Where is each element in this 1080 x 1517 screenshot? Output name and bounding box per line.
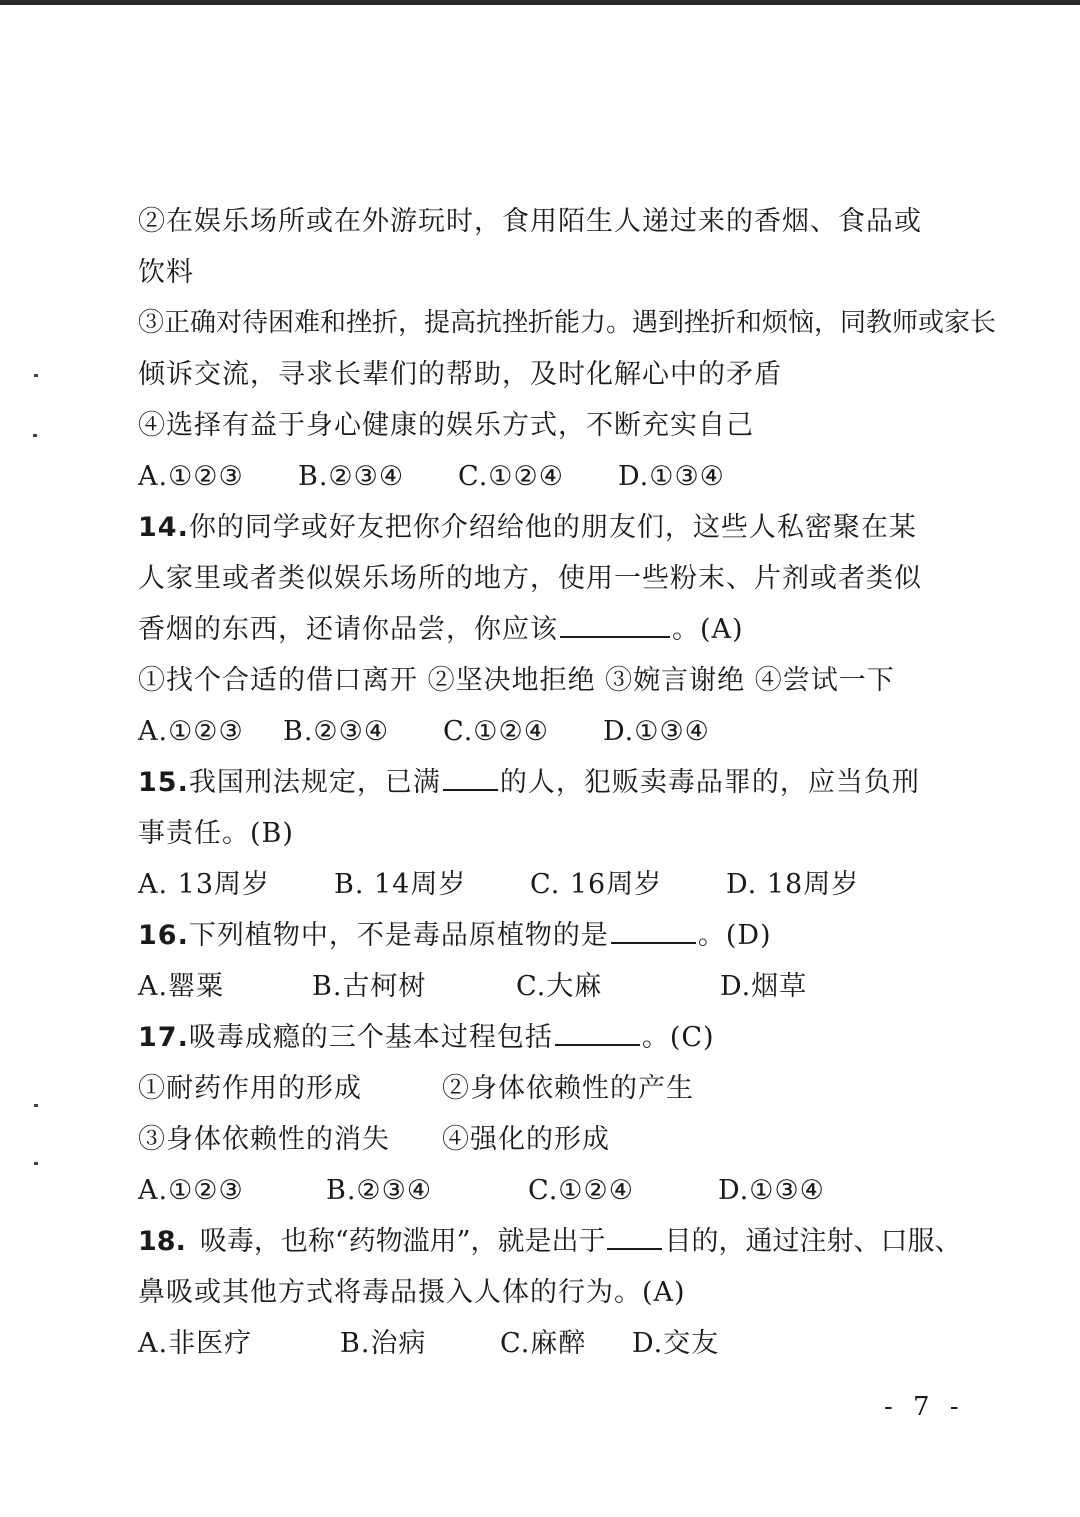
q14-items: ①找个合适的借口离开 ②坚决地拒绝 ③婉言谢绝 ④尝试一下 [138,665,895,696]
q17-item3: ③身体依赖性的消失 [138,1124,390,1155]
q15-line2: 事责任。(B) [138,818,294,849]
scan-speck [34,1104,38,1107]
q17-item4: ④强化的形成 [442,1124,610,1155]
q18-option-d: D.交友 [632,1328,720,1359]
q14-option-c: C.①②④ [443,716,549,747]
q18-line2: 鼻吸或其他方式将毒品摄入人体的行为。(A) [138,1277,686,1308]
q15-options [138,859,958,910]
q18-option-c: C.麻醉 [500,1328,587,1359]
q16-number: 16. [138,920,189,951]
q13-item4: ④选择有益于身心健康的娱乐方式，不断充实自己 [138,410,754,441]
q16-line1 [138,910,958,961]
q17-item2: ②身体依赖性的产生 [442,1073,694,1104]
q16-option-a: A.罂粟 [138,971,225,1002]
q13-item3-line1: ③正确对待困难和挫折，提高抗挫折能力。遇到挫折和烦恼，同教师或家长 [138,308,997,338]
q13-item2-line2: 饮料 [138,257,194,288]
q13-option-b: B.②③④ [298,461,405,492]
q15-option-a: A. 13周岁 [138,869,271,900]
q14-text-line1: 你的同学或好友把你介绍给他的朋友们，这些人私密聚在某 [188,512,917,543]
q17-line1 [138,1012,958,1063]
q18-text-after: 目的，通过注射、口服、 [664,1226,962,1257]
q15-option-b: B. 14周岁 [334,869,467,900]
q14-option-b: B.②③④ [283,716,390,747]
q14-line2: 人家里或者类似娱乐场所的地方，使用一些粉末、片剂或者类似 [138,563,922,594]
q17-option-a: A.①②③ [138,1175,244,1206]
q14-options [138,706,958,757]
q18-option-a: A.非医疗 [138,1328,253,1359]
q17-option-b: B.②③④ [326,1175,433,1206]
q16-text-before: 下列植物中，不是毒品原植物的是 [188,920,609,951]
q15-line1 [138,757,958,808]
q15-number: 15. [138,767,189,798]
answer-blank [611,918,696,944]
answer-blank [560,612,670,638]
q16-option-c: C.大麻 [516,971,603,1002]
q14-text-line3: 香烟的东西，还请你品尝，你应该 [138,614,558,645]
q17-items-row1 [138,1063,958,1114]
q15-text-after: 的人，犯贩卖毒品罪的，应当负刑 [499,767,920,798]
q14-line3 [138,604,958,655]
q14-line1 [138,502,958,553]
q13-options [138,451,958,502]
q16-answer: 。(D) [697,920,772,951]
top-border [0,0,1080,5]
q14-option-d: D.①③④ [603,716,710,747]
q17-answer: 。(C) [641,1022,715,1053]
page-number: - 7 - [884,1392,965,1422]
q18-options [138,1318,958,1369]
q18-line1 [138,1216,962,1267]
q17-option-d: D.①③④ [718,1175,825,1206]
q18-number: 18. [138,1226,186,1257]
q13-option-a: A.①②③ [138,461,244,492]
q17-items-row2 [138,1114,958,1165]
q15-text-before: 我国刑法规定，已满 [188,767,441,798]
question-content [138,196,997,1369]
answer-blank [443,765,498,791]
q18-option-b: B.治病 [340,1328,427,1359]
q16-options [138,961,958,1012]
q17-options [138,1165,958,1216]
answer-blank [555,1020,640,1046]
scan-speck [33,434,37,437]
q17-text-before: 吸毒成瘾的三个基本过程包括 [188,1022,553,1053]
q17-number: 17. [138,1022,189,1053]
q13-item3-line2: 倾诉交流，寻求长辈们的帮助，及时化解心中的矛盾 [138,359,782,390]
q16-option-b: B.古柯树 [312,971,427,1002]
q13-option-d: D.①③④ [618,461,725,492]
q13-item2-line1: ②在娱乐场所或在外游玩时，食用陌生人递过来的香烟、食品或 [138,206,922,237]
q18-text-before: 吸毒，也称“药物滥用”，就是出于 [199,1226,606,1257]
q14-number: 14. [138,512,189,543]
q16-option-d: D.烟草 [720,971,808,1002]
q17-item1: ①耐药作用的形成 [138,1073,362,1104]
q14-option-a: A.①②③ [138,716,244,747]
q15-option-c: C. 16周岁 [530,869,663,900]
answer-blank [607,1224,662,1250]
q15-option-d: D. 18周岁 [726,869,860,900]
scan-speck [34,1162,38,1165]
scan-speck [34,374,38,377]
q17-option-c: C.①②④ [528,1175,634,1206]
q14-answer: 。(A) [672,614,744,645]
q13-option-c: C.①②④ [458,461,564,492]
